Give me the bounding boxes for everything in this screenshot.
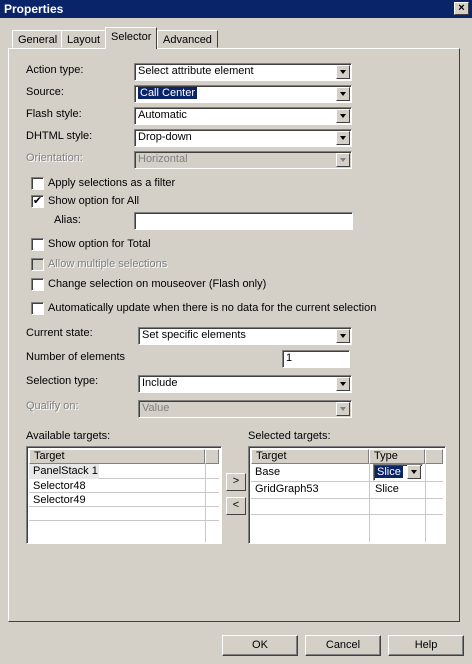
current-state-select[interactable] — [138, 327, 352, 345]
chevron-down-icon[interactable] — [336, 65, 350, 79]
type-value: Slice — [377, 466, 401, 478]
allow-multiple-label: Allow multiple selections — [48, 258, 168, 270]
tab-layout[interactable]: Layout — [61, 30, 106, 48]
grid-divider — [205, 464, 206, 542]
selected-targets-label: Selected targets: — [248, 430, 331, 442]
available-targets-label: Available targets: — [26, 430, 111, 442]
grid-divider — [251, 514, 443, 515]
show-all-label: Show option for All — [48, 195, 140, 207]
chevron-down-icon[interactable] — [336, 377, 350, 391]
chevron-down-icon[interactable] — [336, 109, 350, 123]
qualify-on-label: Qualify on: — [26, 400, 79, 412]
alias-input[interactable] — [134, 212, 353, 230]
num-elements-label: Number of elements — [26, 351, 126, 363]
type-select[interactable] — [373, 464, 423, 481]
mouseover-checkbox[interactable] — [31, 278, 44, 291]
selection-type-value: Include — [142, 377, 178, 389]
list-item[interactable]: Selector49 — [33, 494, 86, 506]
flash-style-value: Automatic — [138, 109, 187, 121]
close-icon[interactable]: × — [454, 2, 469, 15]
source-select[interactable] — [134, 85, 352, 103]
current-state-label: Current state: — [26, 327, 93, 339]
available-targets-list[interactable] — [26, 446, 222, 544]
chevron-down-icon[interactable] — [336, 131, 350, 145]
action-type-label: Action type: — [26, 64, 84, 76]
selected-extra-header — [425, 449, 443, 464]
tab-general[interactable]: General — [12, 30, 63, 48]
chevron-down-icon[interactable] — [407, 465, 421, 479]
available-extra-header — [205, 449, 219, 464]
selected-targets-list[interactable] — [248, 446, 446, 544]
action-type-select[interactable] — [134, 63, 352, 81]
available-target-header[interactable]: Target — [29, 449, 205, 464]
tab-selector[interactable]: Selector — [105, 27, 157, 49]
num-elements-input[interactable]: 1 — [282, 350, 350, 368]
chevron-down-icon[interactable] — [336, 329, 350, 343]
ok-button[interactable]: OK — [222, 635, 298, 656]
table-row-target[interactable]: GridGraph53 — [255, 483, 319, 495]
cancel-button[interactable]: Cancel — [305, 635, 381, 656]
current-state-value: Set specific elements — [142, 329, 246, 341]
flash-style-label: Flash style: — [26, 108, 82, 120]
flash-style-select[interactable] — [134, 107, 352, 125]
help-button[interactable]: Help — [388, 635, 464, 656]
window-title: Properties — [4, 2, 64, 16]
chevron-down-icon — [336, 153, 350, 167]
show-total-checkbox[interactable] — [31, 238, 44, 251]
selection-type-label: Selection type: — [26, 375, 99, 387]
orientation-value: Horizontal — [138, 153, 188, 165]
dhtml-style-select[interactable] — [134, 129, 352, 147]
action-type-value: Select attribute element — [138, 65, 254, 77]
apply-filter-label: Apply selections as a filter — [48, 177, 176, 189]
orientation-select — [134, 151, 352, 169]
grid-divider — [369, 464, 370, 542]
orientation-label: Orientation: — [26, 152, 83, 164]
list-item[interactable]: PanelStack 1 — [29, 464, 99, 479]
auto-update-checkbox[interactable] — [31, 302, 44, 315]
title-bar — [0, 0, 472, 18]
chevron-down-icon — [336, 402, 350, 416]
selected-type-header[interactable]: Type — [369, 449, 425, 464]
chevron-down-icon[interactable] — [336, 87, 350, 101]
selected-target-header[interactable]: Target — [251, 449, 369, 464]
checkmark-icon: ✔ — [32, 195, 43, 207]
alias-label: Alias: — [54, 214, 81, 226]
apply-filter-checkbox[interactable] — [31, 177, 44, 190]
auto-update-label: Automatically update when there is no data for the current selection — [48, 302, 377, 314]
table-row-type[interactable]: Slice — [375, 483, 399, 495]
qualify-on-value: Value — [142, 402, 170, 414]
grid-divider — [251, 498, 443, 499]
show-total-label: Show option for Total — [48, 238, 151, 250]
qualify-on-select — [138, 400, 352, 418]
grid-divider — [425, 464, 426, 542]
source-label: Source: — [26, 86, 64, 98]
allow-multiple-checkbox — [31, 258, 44, 271]
show-all-checkbox[interactable] — [31, 195, 44, 208]
source-value: Call Center — [140, 87, 196, 99]
dhtml-style-label: DHTML style: — [26, 130, 93, 142]
dhtml-style-value: Drop-down — [138, 131, 192, 143]
add-target-button[interactable]: > — [226, 473, 246, 491]
selection-type-select[interactable] — [138, 375, 352, 393]
list-item[interactable]: Selector48 — [33, 480, 86, 492]
grid-divider — [29, 520, 219, 521]
remove-target-button[interactable]: < — [226, 497, 246, 515]
mouseover-label: Change selection on mouseover (Flash only) — [48, 278, 267, 290]
tab-advanced[interactable]: Advanced — [157, 30, 218, 48]
table-row-target[interactable]: Base — [255, 466, 281, 478]
